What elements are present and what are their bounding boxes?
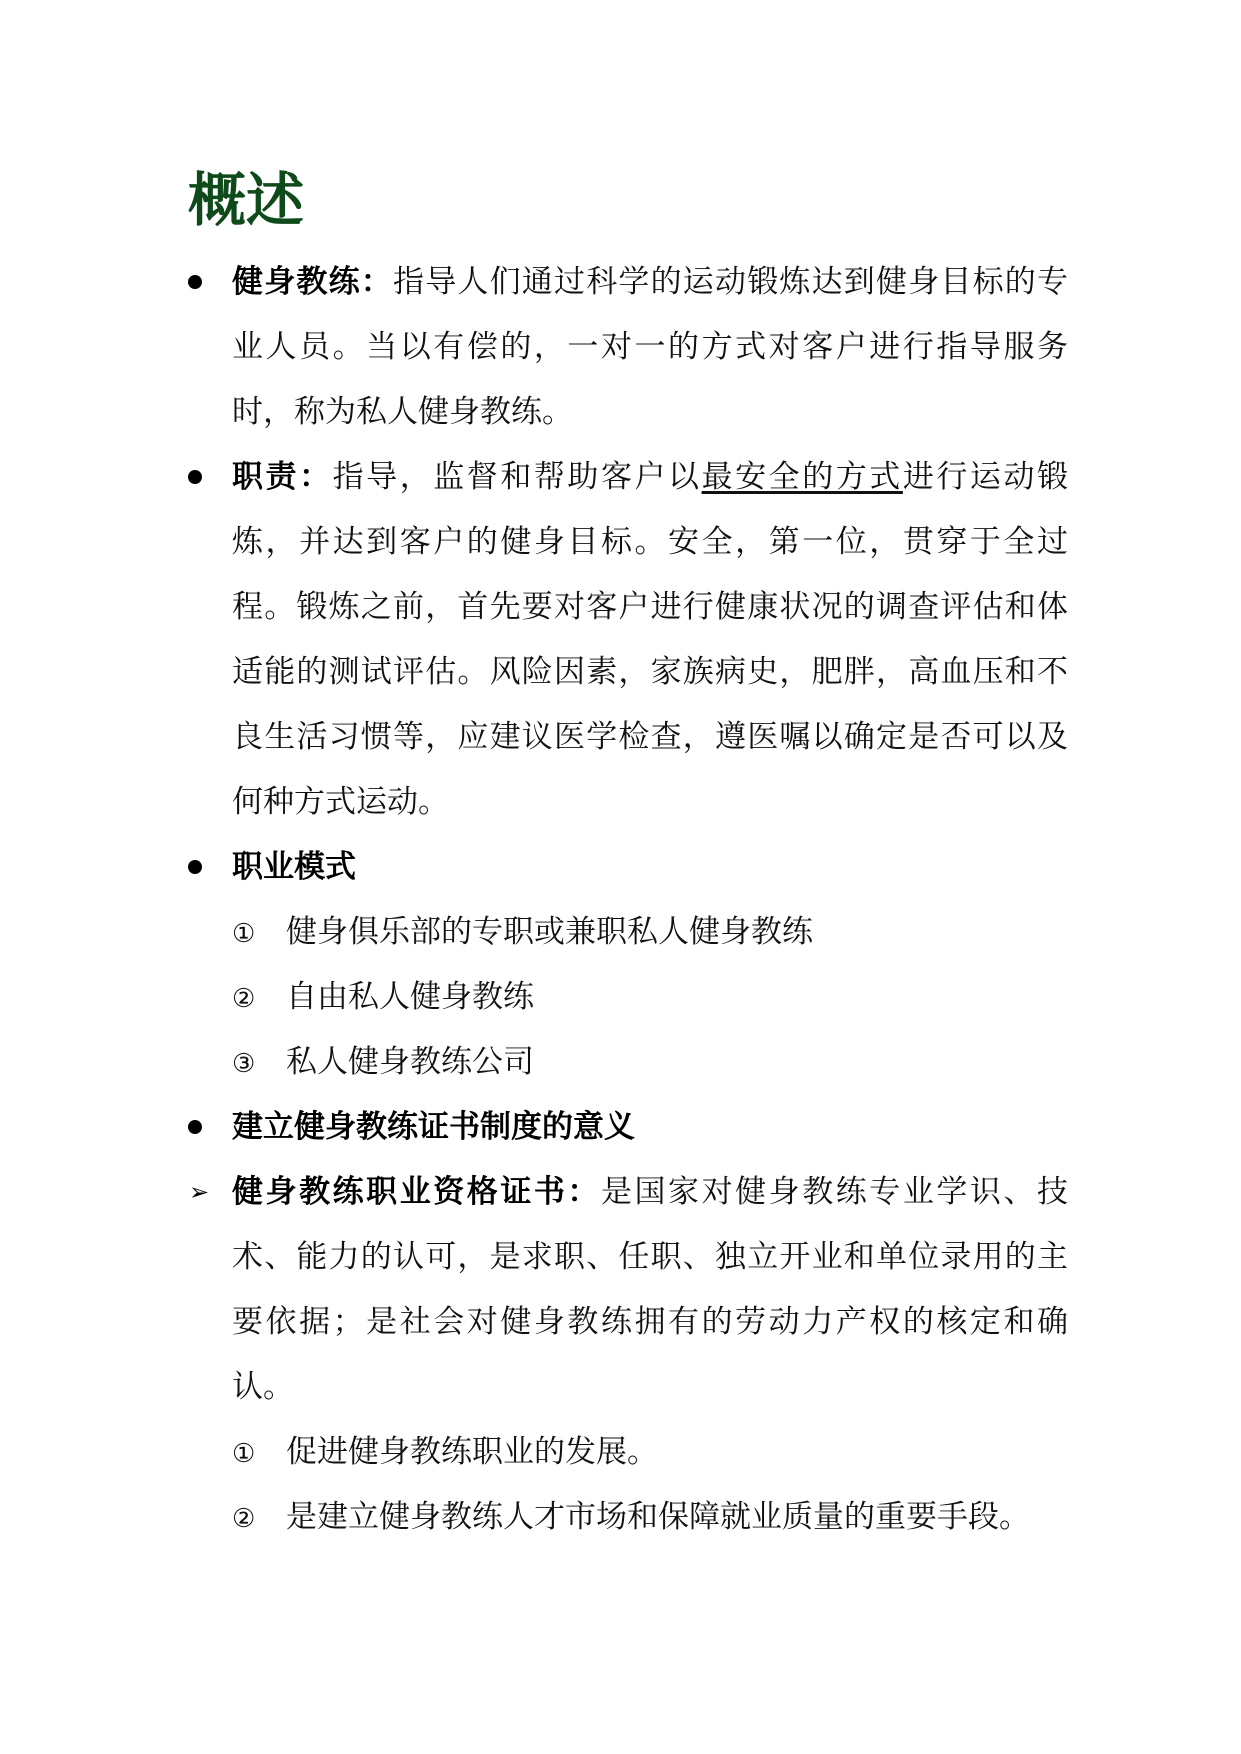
term-label: 建立健身教练证书制度的意义 bbox=[232, 1109, 635, 1145]
circled-number: ② bbox=[232, 984, 256, 1014]
item-text: 指导人们通过科学的运动锻炼达到健身目标的专业人员。当以有偿的，一对一的方式对客户进行指导服务时，称为私人健身教练。 bbox=[232, 264, 1068, 430]
item-text-before: 指导，监督和帮助客户以 bbox=[332, 459, 702, 495]
circled-number: ② bbox=[232, 1504, 256, 1534]
sub-item bbox=[188, 1030, 1068, 1095]
sub-item bbox=[188, 1485, 1068, 1550]
sub-item bbox=[188, 1420, 1068, 1485]
term-label: 职业模式 bbox=[232, 849, 356, 885]
item-text-after: 进行运动锻炼，并达到客户的健身目标。安全，第一位，贯穿于全过程。锻炼之前，首先要对客户进行健康状况的调查评估和体适能的测试评估。风险因素，家族病史，肥胖，高血压和不良生活习惯等，应建议医学检查，遵医嘱以确定是否可以及何种方式运动。 bbox=[232, 459, 1069, 820]
list-item-fitness-coach bbox=[188, 250, 1068, 445]
term-label: 健身教练职业资格证书： bbox=[232, 1174, 601, 1210]
bullet-icon bbox=[188, 1120, 202, 1134]
underlined-phrase: 最安全的方式 bbox=[701, 459, 903, 495]
circled-number: ① bbox=[232, 1439, 256, 1469]
circled-number: ③ bbox=[232, 1049, 256, 1079]
sub-item bbox=[188, 965, 1068, 1030]
bullet-icon bbox=[188, 860, 202, 874]
list-item-duties bbox=[188, 445, 1068, 835]
item-text: 是国家对健身教练专业学识、技术、能力的认可，是求职、任职、独立开业和单位录用的主要依据；是社会对健身教练拥有的劳动力产权的核定和确认。 bbox=[232, 1174, 1069, 1405]
arrow-bullet-icon: ➢ bbox=[189, 1178, 210, 1206]
term-label: 职责： bbox=[232, 459, 333, 495]
document-content bbox=[188, 250, 1068, 1550]
list-item-career-modes bbox=[188, 835, 1068, 900]
page-title: 概述 bbox=[188, 166, 305, 234]
sub-item-text: 自由私人健身教练 bbox=[286, 979, 534, 1015]
sub-item-text: 促进健身教练职业的发展。 bbox=[286, 1434, 658, 1470]
circled-number: ① bbox=[232, 919, 256, 949]
list-item-qualification-certificate bbox=[188, 1160, 1068, 1420]
sub-item-text: 是建立健身教练人才市场和保障就业质量的重要手段。 bbox=[286, 1499, 1030, 1535]
sub-item-text: 健身俱乐部的专职或兼职私人健身教练 bbox=[286, 914, 813, 950]
bullet-icon bbox=[188, 275, 202, 289]
bullet-icon bbox=[188, 470, 202, 484]
sub-item bbox=[188, 900, 1068, 965]
list-item-certificate-significance bbox=[188, 1095, 1068, 1160]
sub-item-text: 私人健身教练公司 bbox=[286, 1044, 534, 1080]
term-label: 健身教练： bbox=[232, 264, 393, 300]
